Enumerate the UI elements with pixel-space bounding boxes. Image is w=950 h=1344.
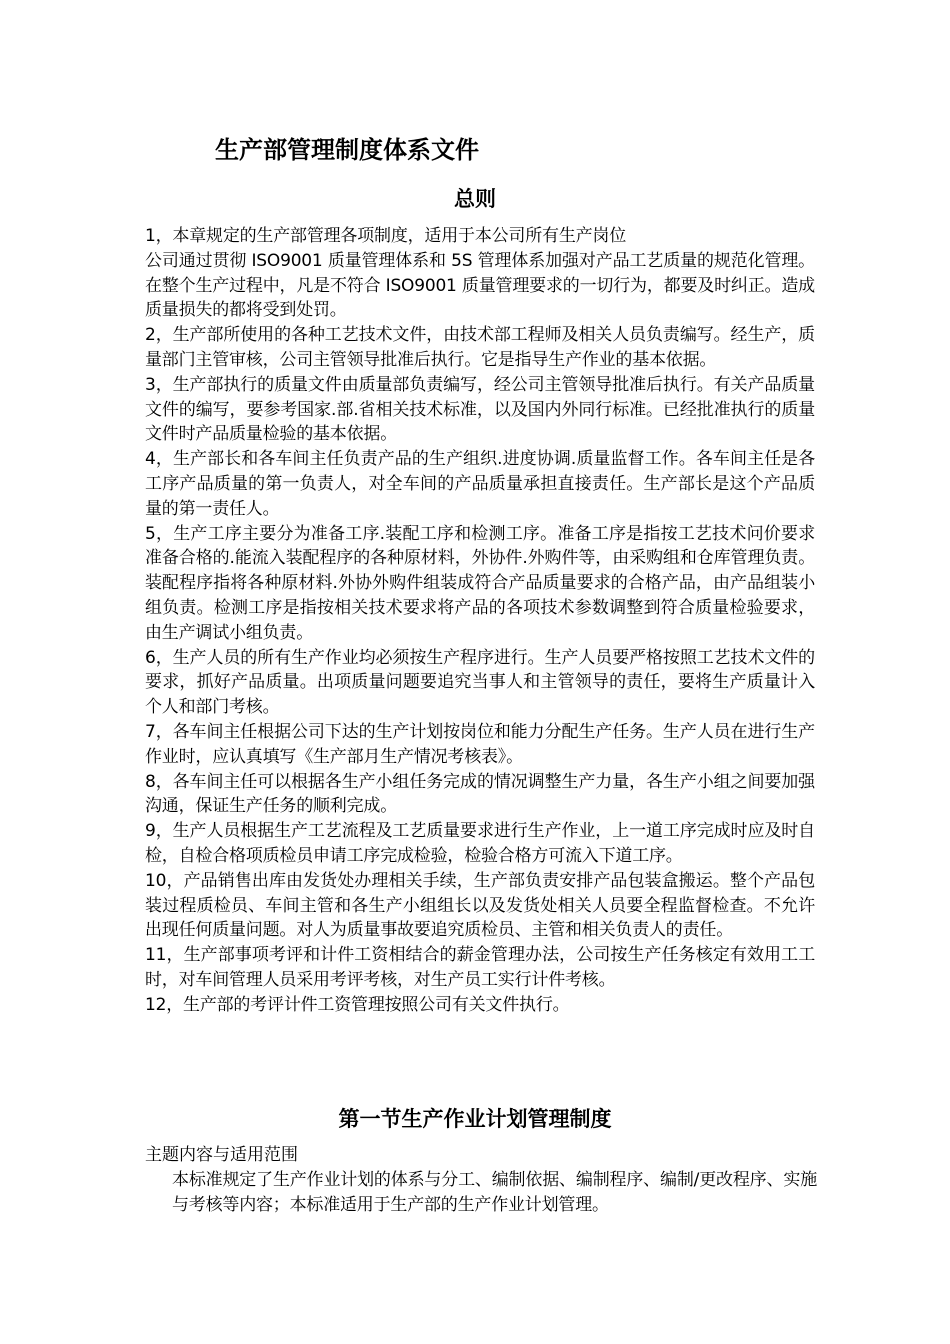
scope-subheading: 主题内容与适用范围 — [145, 1145, 298, 1165]
paragraph-10: 10，产品销售出库由发货处办理相关手续，生产部负责安排产品包装盒搬运。整个产品包装过程质检员、车间主管和各生产小组组长以及发货处相关人员要全程监督检查。不允许出现任何质量问题。对人为质量事故要追究质检员、主管和相关负责人的责任。 — [145, 870, 815, 941]
paragraph-1: 1，本章规定的生产部管理各项制度，适用于本公司所有生产岗位 — [145, 226, 627, 246]
document-title: 生产部管理制度体系文件 — [215, 136, 479, 164]
scope-body: 本标准规定了生产作业计划的体系与分工、编制依据、编制程序、编制/更改程序、实施与考核等内容；本标准适用于生产部的生产作业计划管理。 — [172, 1170, 817, 1215]
general-principles-body — [145, 224, 815, 1018]
paragraph-9: 9，生产人员根据生产工艺流程及工艺质量要求进行生产作业，上一道工序完成时应及时自检，自检合格项质检员申请工序完成检验，检验合格方可流入下道工序。 — [145, 821, 815, 866]
section-1-heading: 第一节生产作业计划管理制度 — [338, 1107, 612, 1131]
paragraph-1-detail: 公司通过贯彻 ISO9001 质量管理体系和 5S 管理体系加强对产品工艺质量的规范化管理。在整个生产过程中，凡是不符合 ISO9001 质量管理要求的一切行为，都要及时纠正。造成质量损失的都将受到处罚。 — [145, 250, 815, 321]
paragraph-3: 3，生产部执行的质量文件由质量部负责编写，经公司主管领导批准后执行。有关产品质量文件的编写，要参考国家.部.省相关技术标准，以及国内外同行标准。已经批准执行的质量文件时产品质量检验的基本依据。 — [145, 374, 815, 445]
paragraph-4: 4，生产部长和各车间主任负责产品的生产组织.进度协调.质量监督工作。各车间主任是各工序产品质量的第一负责人，对全车间的产品质量承担直接责任。生产部长是这个产品质量的第一责任人。 — [145, 449, 815, 519]
paragraph-2: 2，生产部所使用的各种工艺技术文件，由技术部工程师及相关人员负责编写。经生产，质量部门主管审核，公司主管领导批准后执行。它是指导生产作业的基本依据。 — [145, 325, 815, 370]
paragraph-5: 5，生产工序主要分为准备工序.装配工序和检测工序。准备工序是指按工艺技术问价要求准备合格的.能流入装配程序的各种原材料，外协件.外购件等，由采购组和仓库管理负责。装配程序指将各种原材料.外协外购件组装成符合产品质量要求的合格产品，由产品组装小组负责。检测工序是指按相关技术要求将产品的各项技术参数调整到符合质量检验要求，由生产调试小组负责。 — [145, 523, 815, 643]
paragraph-11: 11，生产部事项考评和计件工资相结合的薪金管理办法，公司按生产任务核定有效用工工时，对车间管理人员采用考评考核，对生产员工实行计件考核。 — [145, 945, 815, 990]
paragraph-7: 7，各车间主任根据公司下达的生产计划按岗位和能力分配生产任务。生产人员在进行生产作业时，应认真填写《生产部月生产情况考核表》。 — [145, 721, 815, 767]
paragraph-12: 12，生产部的考评计件工资管理按照公司有关文件执行。 — [145, 994, 570, 1015]
paragraph-6: 6，生产人员的所有生产作业均必须按生产程序进行。生产人员要严格按照工艺技术文件的要求，抓好产品质量。出项质量问题要追究当事人和主管领导的责任，要将生产质量计入个人和部门考核。 — [145, 647, 815, 718]
general-principles-heading: 总则 — [454, 187, 496, 211]
paragraph-8: 8，各车间主任可以根据各生产小组任务完成的情况调整生产力量，各生产小组之间要加强沟通，保证生产任务的顺利完成。 — [145, 771, 815, 817]
